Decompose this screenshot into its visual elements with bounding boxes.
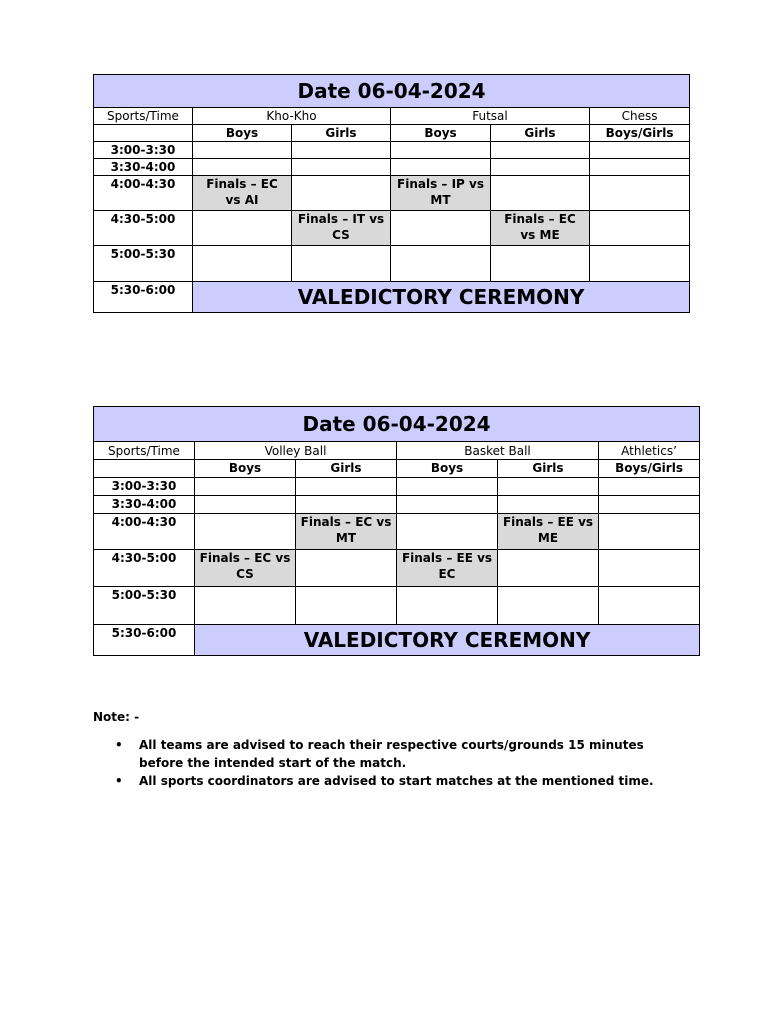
- schedule-cell: [498, 587, 599, 625]
- empty-cell: [94, 460, 195, 478]
- sport-header: Kho-Kho: [193, 108, 391, 125]
- time-slot: 5:00-5:30: [94, 246, 193, 282]
- time-slot: 4:00-4:30: [94, 514, 195, 550]
- schedule-cell: [391, 211, 491, 246]
- schedule-cell: [195, 478, 296, 496]
- sports-time-header: Sports/Time: [94, 108, 193, 125]
- schedule-cell: [296, 550, 397, 587]
- time-slot: 3:00-3:30: [94, 478, 195, 496]
- schedule-cell: [599, 587, 700, 625]
- schedule-cell: [599, 478, 700, 496]
- table-title: Date 06-04-2024: [94, 75, 690, 108]
- subheader: Boys: [193, 125, 292, 142]
- bullet-icon: •: [115, 738, 123, 752]
- valedictory-ceremony: VALEDICTORY CEREMONY: [193, 282, 690, 313]
- subheader: Boys: [391, 125, 491, 142]
- match-cell: Finals – EE vs ME: [498, 514, 599, 550]
- sport-header: Futsal: [391, 108, 590, 125]
- sport-header: Volley Ball: [195, 442, 397, 460]
- schedule-cell: [498, 550, 599, 587]
- schedule-cell: [590, 142, 690, 159]
- schedule-cell: [491, 176, 590, 211]
- table-title: Date 06-04-2024: [94, 407, 700, 442]
- schedule-cell: [195, 496, 296, 514]
- match-cell: Finals – EC vs ME: [491, 211, 590, 246]
- schedule-cell: [193, 159, 292, 176]
- schedule-cell: [391, 246, 491, 282]
- schedule-cell: [599, 550, 700, 587]
- schedule-cell: [193, 246, 292, 282]
- schedule-cell: [292, 176, 391, 211]
- subheader: Boys: [195, 460, 296, 478]
- subheader: Girls: [491, 125, 590, 142]
- sport-header: Chess: [590, 108, 690, 125]
- note-item: [93, 736, 673, 772]
- schedule-cell: [292, 159, 391, 176]
- schedule-cell: [599, 496, 700, 514]
- subheader: Boys/Girls: [590, 125, 690, 142]
- schedule-cell: [590, 159, 690, 176]
- time-slot: 3:00-3:30: [94, 142, 193, 159]
- schedule-cell: [193, 211, 292, 246]
- schedule-cell: [296, 496, 397, 514]
- schedule-cell: [498, 478, 599, 496]
- note-list: [93, 736, 673, 790]
- subheader: Girls: [498, 460, 599, 478]
- match-cell: Finals – IP vs MT: [391, 176, 491, 211]
- schedule-table-1: [93, 74, 690, 313]
- match-cell: Finals – EE vs EC: [397, 550, 498, 587]
- schedule-cell: [391, 142, 491, 159]
- time-slot: 3:30-4:00: [94, 496, 195, 514]
- schedule-cell: [491, 246, 590, 282]
- subheader: Boys: [397, 460, 498, 478]
- time-slot: 4:30-5:00: [94, 211, 193, 246]
- note-text: All sports coordinators are advised to start matches at the mentioned time.: [139, 774, 654, 788]
- schedule-cell: [397, 514, 498, 550]
- time-slot: 3:30-4:00: [94, 159, 193, 176]
- schedule-cell: [292, 246, 391, 282]
- subheader: Girls: [292, 125, 391, 142]
- schedule-cell: [296, 587, 397, 625]
- schedule-cell: [397, 496, 498, 514]
- schedule-cell: [599, 514, 700, 550]
- schedule-cell: [292, 142, 391, 159]
- schedule-cell: [491, 159, 590, 176]
- time-slot: 5:30-6:00: [94, 625, 195, 656]
- match-cell: Finals – EC vs MT: [296, 514, 397, 550]
- schedule-cell: [491, 142, 590, 159]
- subheader: Boys/Girls: [599, 460, 700, 478]
- schedule-cell: [296, 478, 397, 496]
- schedule-cell: [590, 176, 690, 211]
- note-text: All teams are advised to reach their respective courts/grounds 15 minutes before the intended start of the match.: [139, 738, 644, 770]
- schedule-cell: [498, 496, 599, 514]
- schedule-cell: [590, 211, 690, 246]
- time-slot: 5:00-5:30: [94, 587, 195, 625]
- note-item: [93, 772, 673, 790]
- time-slot: 4:30-5:00: [94, 550, 195, 587]
- match-cell: Finals – IT vs CS: [292, 211, 391, 246]
- schedule-cell: [195, 587, 296, 625]
- bullet-icon: •: [115, 774, 123, 788]
- time-slot: 4:00-4:30: [94, 176, 193, 211]
- time-slot: 5:30-6:00: [94, 282, 193, 313]
- empty-cell: [94, 125, 193, 142]
- note-label: Note: -: [93, 710, 140, 724]
- match-cell: Finals – EC vs AI: [193, 176, 292, 211]
- sports-time-header: Sports/Time: [94, 442, 195, 460]
- schedule-cell: [397, 478, 498, 496]
- schedule-cell: [391, 159, 491, 176]
- valedictory-ceremony: VALEDICTORY CEREMONY: [195, 625, 700, 656]
- schedule-table-2: [93, 406, 700, 656]
- schedule-cell: [193, 142, 292, 159]
- sport-header: Athletics’: [599, 442, 700, 460]
- subheader: Girls: [296, 460, 397, 478]
- schedule-cell: [590, 246, 690, 282]
- schedule-cell: [195, 514, 296, 550]
- match-cell: Finals – EC vs CS: [195, 550, 296, 587]
- sport-header: Basket Ball: [397, 442, 599, 460]
- schedule-cell: [397, 587, 498, 625]
